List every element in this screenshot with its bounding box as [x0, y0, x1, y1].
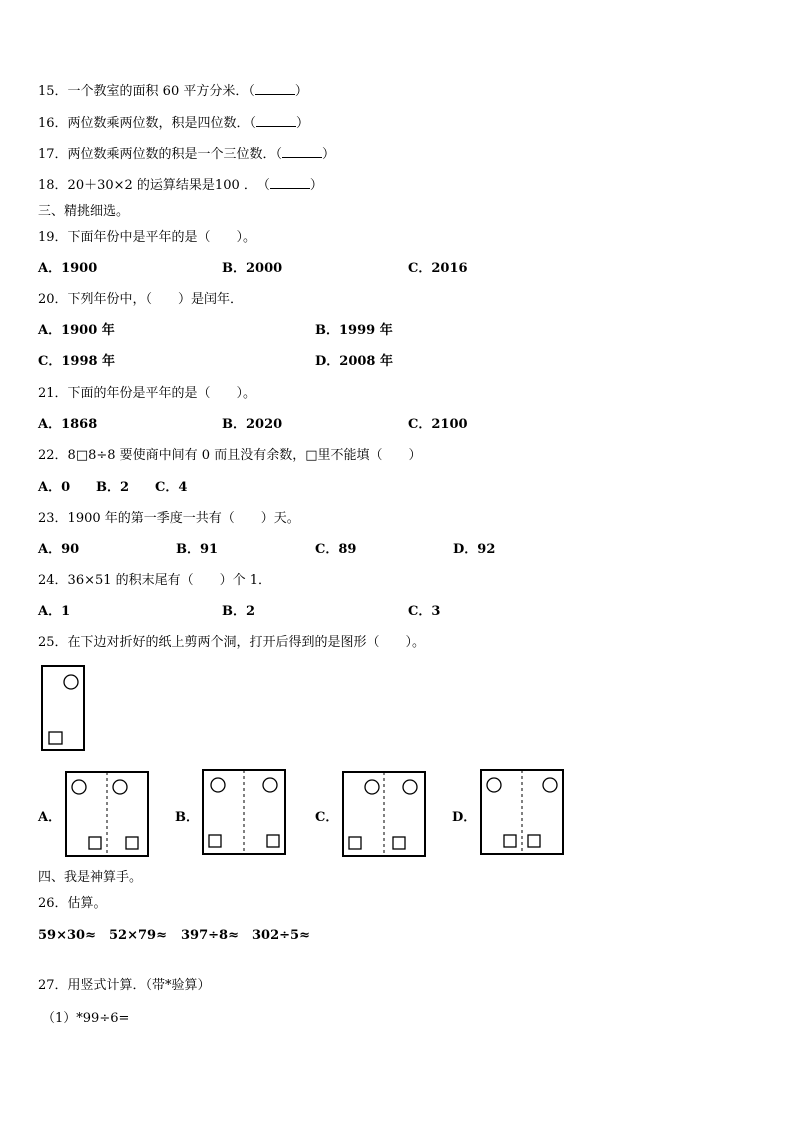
question-24-text: 24．36×51 的积末尾有（ ）个 1． [38, 573, 272, 588]
q25-option-c-label[interactable]: C． [315, 810, 339, 825]
q24-option-a[interactable]: A．1 [38, 604, 71, 619]
estimate-item-1: 59×30≈ [38, 928, 96, 943]
question-16 [38, 116, 309, 132]
q21-option-a[interactable]: A．1868 [38, 417, 98, 432]
q23-option-a[interactable]: A．90 [38, 542, 80, 557]
bracket-close: ） [296, 116, 310, 131]
q23-option-b[interactable]: B．91 [176, 542, 219, 557]
question-26-text: 26．估算。 [38, 896, 107, 911]
bracket-close: ） [322, 147, 336, 162]
q22-option-c[interactable]: C．4 [155, 480, 188, 495]
answer-blank[interactable] [282, 147, 322, 158]
q25-option-a-figure[interactable] [64, 770, 152, 860]
q25-option-d-label[interactable]: D． [452, 810, 477, 825]
question-27-text: 27．用竖式计算．（带*验算） [38, 978, 211, 993]
question-15-text: 15．一个教室的面积 60 平方分米．（ [38, 84, 255, 99]
q19-option-a[interactable]: A．1900 [38, 261, 98, 276]
section-4-heading: 四、我是神算手。 [38, 870, 143, 885]
question-19-text: 19．下面年份中是平年的是（ ）。 [38, 230, 257, 245]
q23-option-c[interactable]: C．89 [315, 542, 357, 557]
q20-option-a[interactable]: A．1900 年 [38, 323, 115, 338]
q24-option-c[interactable]: C．3 [408, 604, 441, 619]
q19-option-c[interactable]: C．2016 [408, 261, 468, 276]
estimate-item-3: 397÷8≈ [181, 928, 239, 943]
q25-option-d-figure[interactable] [479, 768, 567, 858]
folded-paper-figure [40, 664, 88, 754]
q22-option-b[interactable]: B．2 [96, 480, 130, 495]
question-17 [38, 147, 335, 163]
q24-option-b[interactable]: B．2 [222, 604, 256, 619]
estimate-item-2: 52×79≈ [109, 928, 167, 943]
question-23-text: 23．1900 年的第一季度一共有（ ）天。 [38, 511, 300, 526]
question-18-text: 18．20＋30×2 的运算结果是100 ． （ [38, 178, 270, 193]
bracket-close: ） [294, 84, 308, 99]
q20-option-d[interactable]: D．2008 年 [315, 354, 393, 369]
calc-item-1: （1）*99÷6= [42, 1011, 130, 1026]
bracket-close: ） [309, 178, 323, 193]
question-18 [38, 178, 323, 194]
q25-option-c-figure[interactable] [341, 770, 429, 860]
q25-option-b-label[interactable]: B． [175, 810, 199, 825]
q20-option-c[interactable]: C．1998 年 [38, 354, 116, 369]
section-3-heading: 三、精挑细选。 [38, 204, 130, 219]
q20-option-b[interactable]: B．1999 年 [315, 323, 393, 338]
question-16-text: 16．两位数乘两位数，积是四位数．（ [38, 116, 257, 131]
estimate-item-4: 302÷5≈ [252, 928, 310, 943]
question-20-text: 20．下列年份中，（ ）是闰年． [38, 292, 244, 307]
answer-blank[interactable] [255, 84, 295, 95]
q21-option-c[interactable]: C．2100 [408, 417, 468, 432]
answer-blank[interactable] [256, 116, 296, 127]
question-25-text: 25．在下边对折好的纸上剪两个洞，打开后得到的是图形（ ）。 [38, 635, 426, 650]
q19-option-b[interactable]: B．2000 [222, 261, 283, 276]
question-21-text: 21．下面的年份是平年的是（ ）。 [38, 386, 257, 401]
q23-option-d[interactable]: D．92 [453, 542, 496, 557]
q22-option-a[interactable]: A．0 [38, 480, 71, 495]
q21-option-b[interactable]: B．2020 [222, 417, 283, 432]
question-17-text: 17．两位数乘两位数的积是一个三位数．（ [38, 147, 283, 162]
q25-option-b-figure[interactable] [201, 768, 289, 858]
q25-option-a-label[interactable]: A． [38, 810, 62, 825]
answer-blank[interactable] [270, 178, 310, 189]
question-22-text: 22．8□8÷8 要使商中间有 0 而且没有余数，□里不能填（ ） [38, 448, 422, 463]
question-15 [38, 84, 308, 100]
